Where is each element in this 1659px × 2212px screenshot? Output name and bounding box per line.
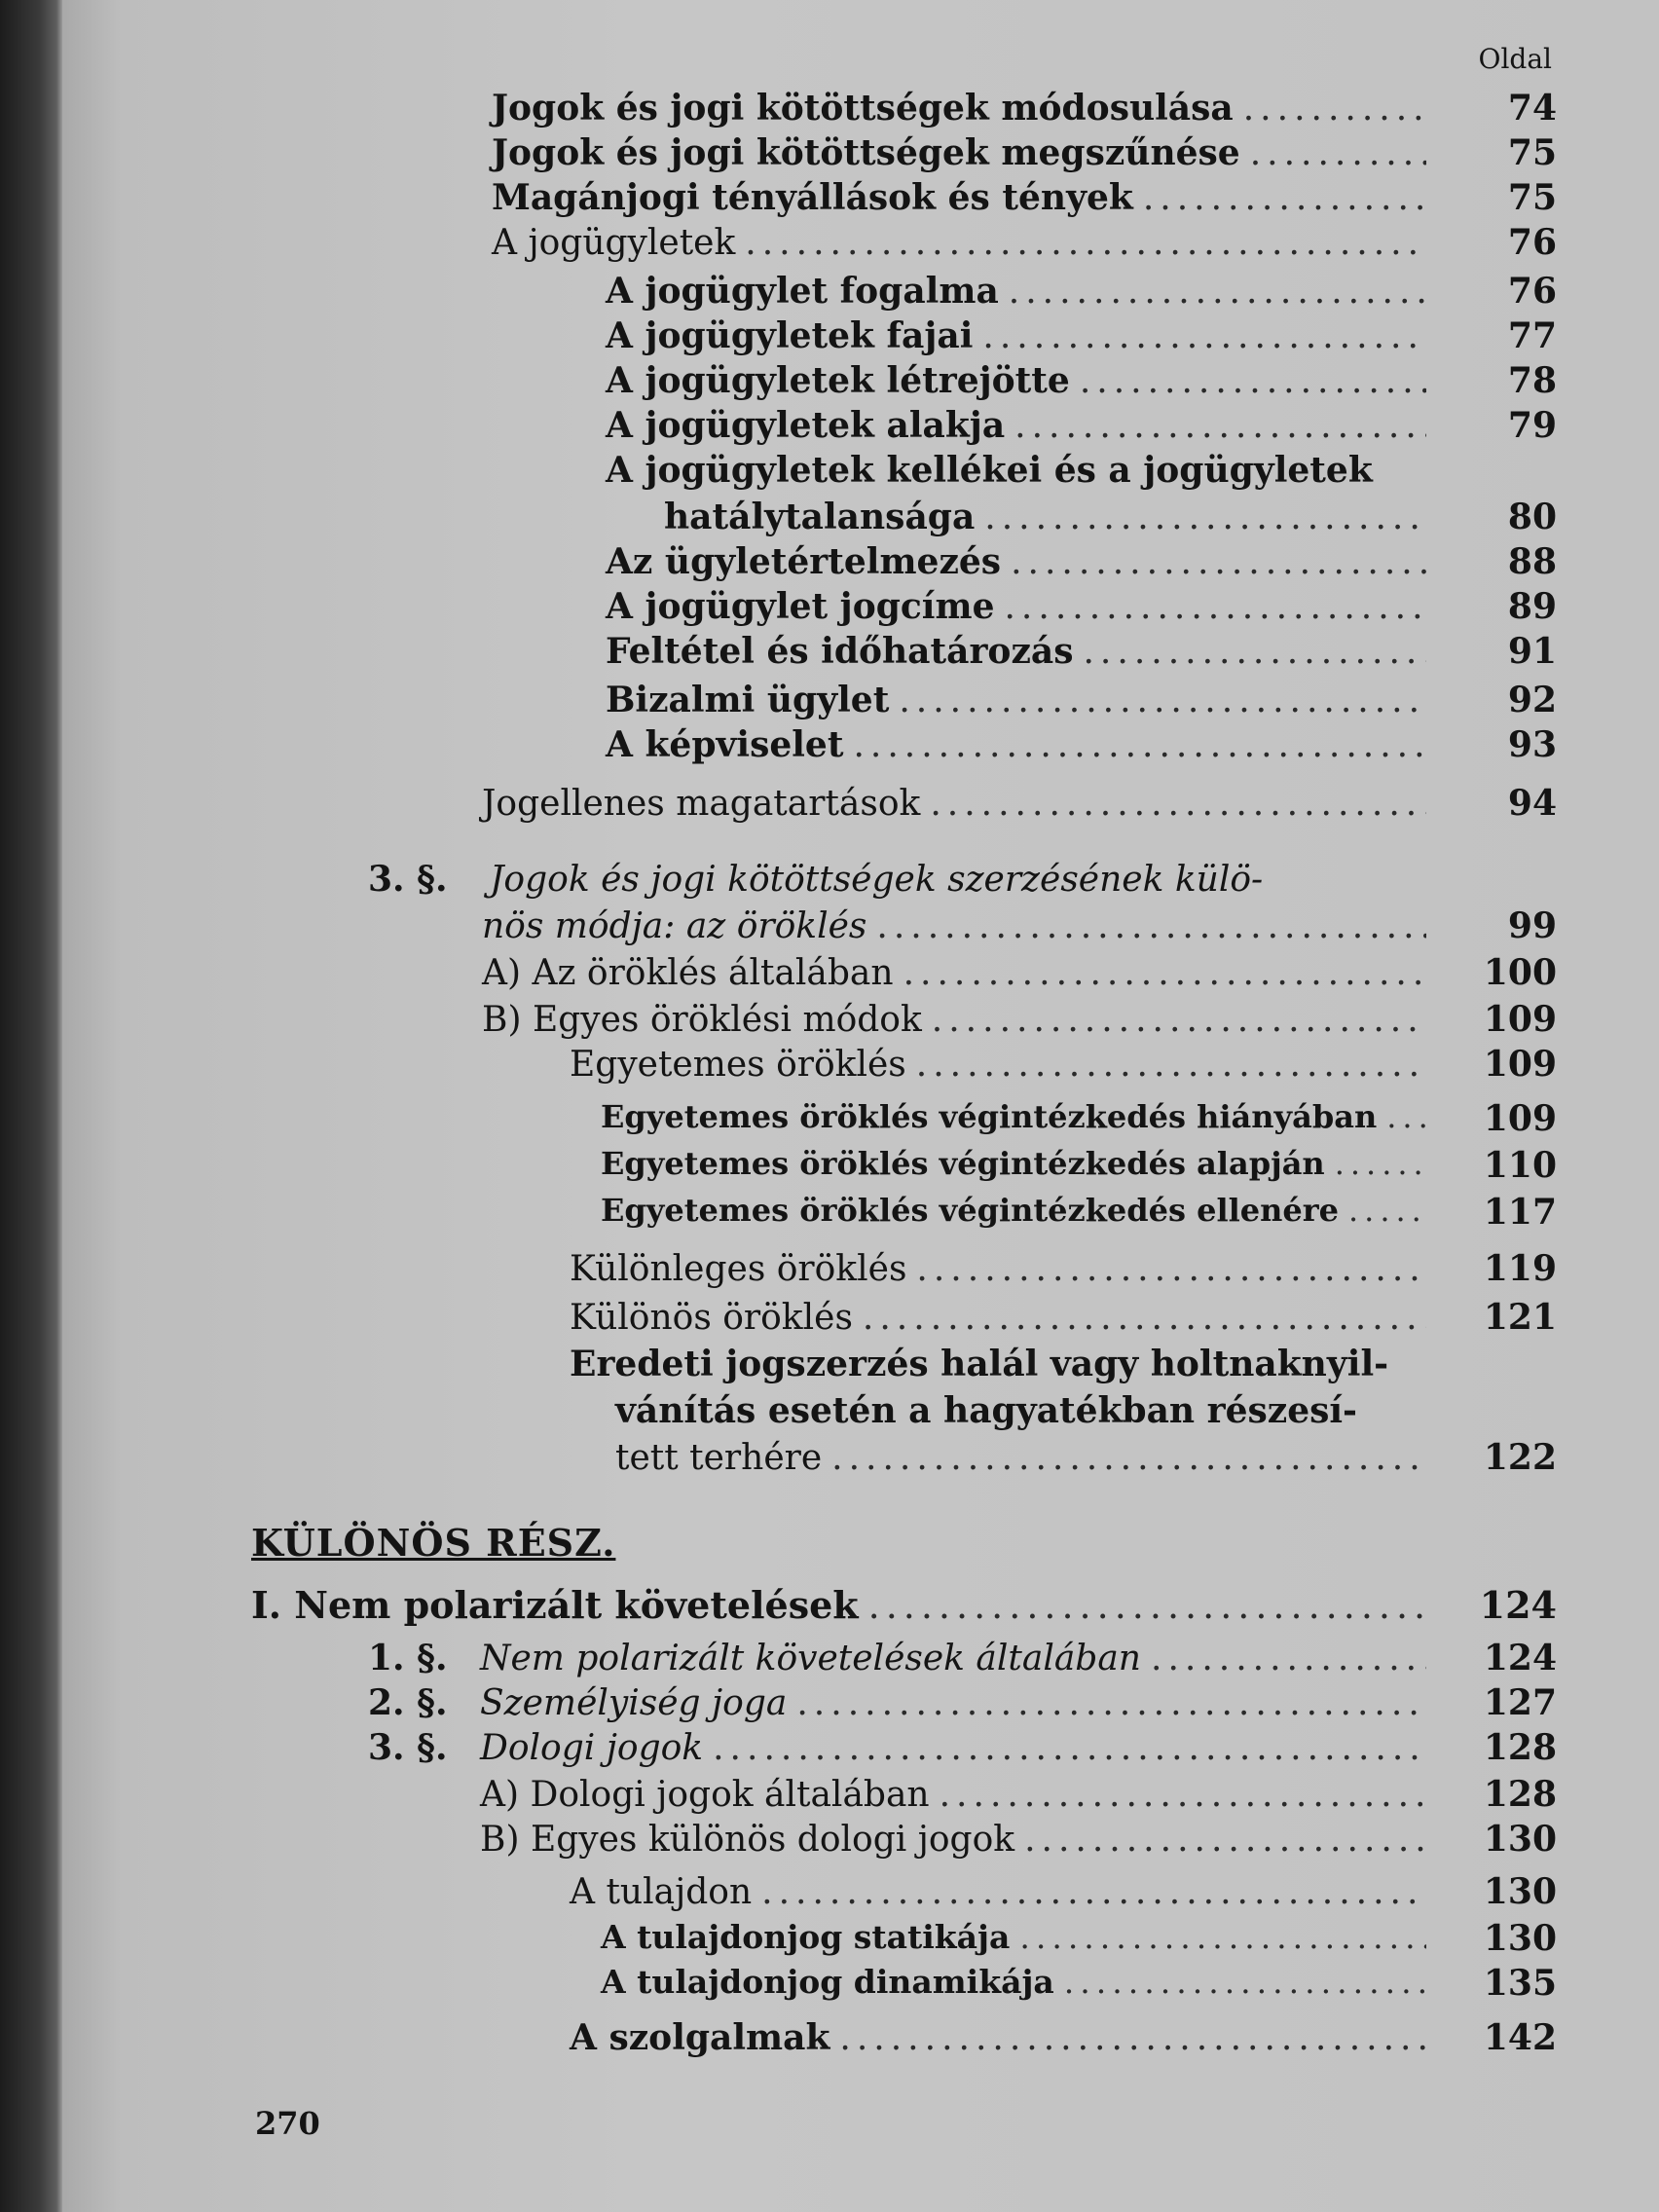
dot-leader <box>853 726 1426 765</box>
page-ref: 128 <box>1483 1774 1557 1815</box>
section-number: 3. §. <box>368 1727 448 1768</box>
page-ref: 77 <box>1507 315 1557 356</box>
toc-entry: tett terhére ..... 122 <box>615 1439 1436 1478</box>
dot-leader <box>984 498 1426 537</box>
section-number: 2. §. <box>368 1682 448 1723</box>
toc-entry: A tulajdonjog statikája ..... 130 <box>601 1920 1436 1955</box>
dot-leader <box>903 954 1426 993</box>
dot-leader <box>796 1684 1426 1723</box>
toc-entry: A képviselet ..... 93 <box>606 726 1436 765</box>
page-ref: 122 <box>1483 1437 1557 1478</box>
dot-leader <box>1014 407 1426 446</box>
dot-leader <box>1009 273 1426 312</box>
toc-entry: Különös öröklés ..... 121 <box>570 1299 1436 1338</box>
page-ref: 100 <box>1483 952 1557 993</box>
toc-entry: A jogügyletek ..... 76 <box>492 224 1436 263</box>
dot-leader <box>1243 90 1426 129</box>
toc-entry: Egyetemes öröklés végintézkedés ellenére ..... 117 <box>601 1194 1436 1228</box>
dot-leader <box>916 1250 1426 1289</box>
toc-entry: A) Az öröklés általában ..... 100 <box>482 954 1436 993</box>
page-ref: 135 <box>1483 1963 1557 2004</box>
toc-entry: Különleges öröklés ..... 119 <box>570 1250 1436 1289</box>
toc-entry: A jogügyletek alakja ..... 79 <box>606 407 1436 446</box>
dot-leader <box>868 1586 1426 1627</box>
dot-leader <box>1083 633 1426 672</box>
toc-entry-first-line: Eredeti jogszerzés halál vagy holtnaknyil- <box>570 1344 1389 1384</box>
toc-entry: Egyetemes öröklés végintézkedés hiányában ..... 109 <box>601 1100 1436 1134</box>
section-title: KÜLÖNÖS RÉSZ. <box>251 1521 616 1565</box>
page-number: 270 <box>255 2105 320 2142</box>
page-ref: 109 <box>1483 1044 1557 1085</box>
toc-entry: Egyetemes öröklés végintézkedés alapján ..... 110 <box>601 1147 1436 1181</box>
dot-leader <box>713 1729 1426 1768</box>
toc-entry: A jogügyletek létrejötte ..... 78 <box>606 362 1436 401</box>
section-number: 3. §. <box>368 859 448 900</box>
dot-leader <box>916 1046 1426 1085</box>
toc-entry: A jogügylet fogalma ..... 76 <box>606 273 1436 312</box>
page-ref: 119 <box>1483 1248 1557 1289</box>
page-ref: 75 <box>1507 132 1557 173</box>
page-ref: 99 <box>1507 905 1557 946</box>
dot-leader <box>1250 134 1426 173</box>
dot-leader <box>982 317 1426 356</box>
toc-entry: Az ügyletértelmezés ..... 88 <box>606 543 1436 582</box>
toc-entry: A szolgalmak ..... 142 <box>570 2019 1436 2058</box>
page-ref: 93 <box>1507 724 1557 765</box>
toc-entry: A jogügylet jogcíme ..... 89 <box>606 588 1436 627</box>
dot-leader <box>876 907 1426 946</box>
dot-leader <box>831 1439 1426 1478</box>
toc-entry: A jogügyletek fajai ..... 77 <box>606 317 1436 356</box>
toc-entry: Egyetemes öröklés ..... 109 <box>570 1046 1436 1085</box>
page-ref: 76 <box>1507 271 1557 312</box>
dot-leader <box>1151 1640 1426 1678</box>
toc-entry-first-line: 3. §. Jogok és jogi kötöttségek szerzésének külö- <box>368 859 1264 900</box>
toc-entry: B) Egyes különös dologi jogok ..... 130 <box>480 1821 1436 1860</box>
dot-leader <box>1080 362 1426 401</box>
dot-leader <box>930 785 1426 824</box>
dot-leader <box>745 224 1426 263</box>
dot-leader <box>1335 1147 1426 1181</box>
page-ref: 91 <box>1507 631 1557 672</box>
toc-entry: 3. §. Dologi jogok ..... 128 <box>368 1729 1436 1768</box>
dot-leader <box>1064 1965 1426 2000</box>
page-ref: 94 <box>1507 783 1557 824</box>
dot-leader <box>1024 1821 1426 1860</box>
dot-leader <box>1019 1920 1426 1955</box>
dot-leader <box>899 682 1426 720</box>
page-ref: 130 <box>1483 1918 1557 1959</box>
dot-leader <box>1386 1100 1426 1134</box>
section-number: 1. §. <box>368 1638 448 1678</box>
column-header: Oldal <box>1478 43 1552 75</box>
dot-leader <box>1004 588 1426 627</box>
page-ref: 109 <box>1483 1098 1557 1139</box>
toc-entry: hatálytalansága ..... 80 <box>664 498 1436 537</box>
page-ref: 124 <box>1479 1583 1557 1627</box>
page-ref: 76 <box>1507 222 1557 263</box>
page-ref: 78 <box>1507 360 1557 401</box>
dot-leader <box>839 2019 1426 2058</box>
page-ref: 121 <box>1483 1297 1557 1338</box>
toc-entry: A tulajdonjog dinamikája ..... 135 <box>601 1965 1436 2000</box>
page-ref: 117 <box>1483 1192 1557 1233</box>
page-ref: 79 <box>1507 405 1557 446</box>
page-ref: 92 <box>1507 680 1557 720</box>
page-ref: 88 <box>1507 541 1557 582</box>
dot-leader <box>863 1299 1426 1338</box>
dot-leader <box>761 1873 1426 1912</box>
page-ref: 89 <box>1507 586 1557 627</box>
page-ref: 110 <box>1483 1145 1557 1186</box>
page-ref: 80 <box>1507 497 1557 537</box>
toc-entry: I. Nem polarizált követelések ..... 124 <box>251 1585 1436 1627</box>
page-ref: 142 <box>1483 2017 1557 2058</box>
page-ref: 128 <box>1483 1727 1557 1768</box>
page-ref: 130 <box>1483 1871 1557 1912</box>
dot-leader <box>940 1776 1426 1815</box>
toc-entry: A tulajdon ..... 130 <box>570 1873 1436 1912</box>
dot-leader <box>1011 543 1426 582</box>
dot-leader <box>1143 179 1426 218</box>
page-ref: 74 <box>1507 88 1557 129</box>
toc-entry: Jogok és jogi kötöttségek megszűnése ..... 75 <box>492 134 1436 173</box>
page-ref: 109 <box>1483 999 1557 1040</box>
dot-leader <box>1348 1194 1426 1228</box>
toc-entry-continuation: vánítás esetén a hagyatékban részesí- <box>615 1390 1357 1431</box>
toc-entry: Feltétel és időhatározás ..... 91 <box>606 633 1436 672</box>
toc-entry: Jogok és jogi kötöttségek módosulása ..... 74 <box>492 90 1436 129</box>
toc-entry: Magánjogi tényállások és tények ..... 75 <box>492 179 1436 218</box>
book-binding-edge <box>0 0 62 2212</box>
page-ref: 75 <box>1507 177 1557 218</box>
page-ref: 124 <box>1483 1638 1557 1678</box>
toc-entry-first-line: A jogügyletek kellékei és a jogügyletek <box>606 450 1373 491</box>
dot-leader <box>932 1001 1426 1040</box>
toc-entry: nös módja: az öröklés ..... 99 <box>482 907 1436 946</box>
page-ref: 130 <box>1483 1819 1557 1860</box>
toc-entry: 1. §. Nem polarizált követelések általában ..... 124 <box>368 1640 1436 1678</box>
toc-entry: Bizalmi ügylet ..... 92 <box>606 682 1436 720</box>
toc-entry: B) Egyes öröklési módok ..... 109 <box>482 1001 1436 1040</box>
toc-entry: 2. §. Személyiség joga ..... 127 <box>368 1684 1436 1723</box>
page-ref: 127 <box>1483 1682 1557 1723</box>
toc-entry: Jogellenes magatartások ..... 94 <box>482 785 1436 824</box>
toc-entry: A) Dologi jogok általában ..... 128 <box>480 1776 1436 1815</box>
